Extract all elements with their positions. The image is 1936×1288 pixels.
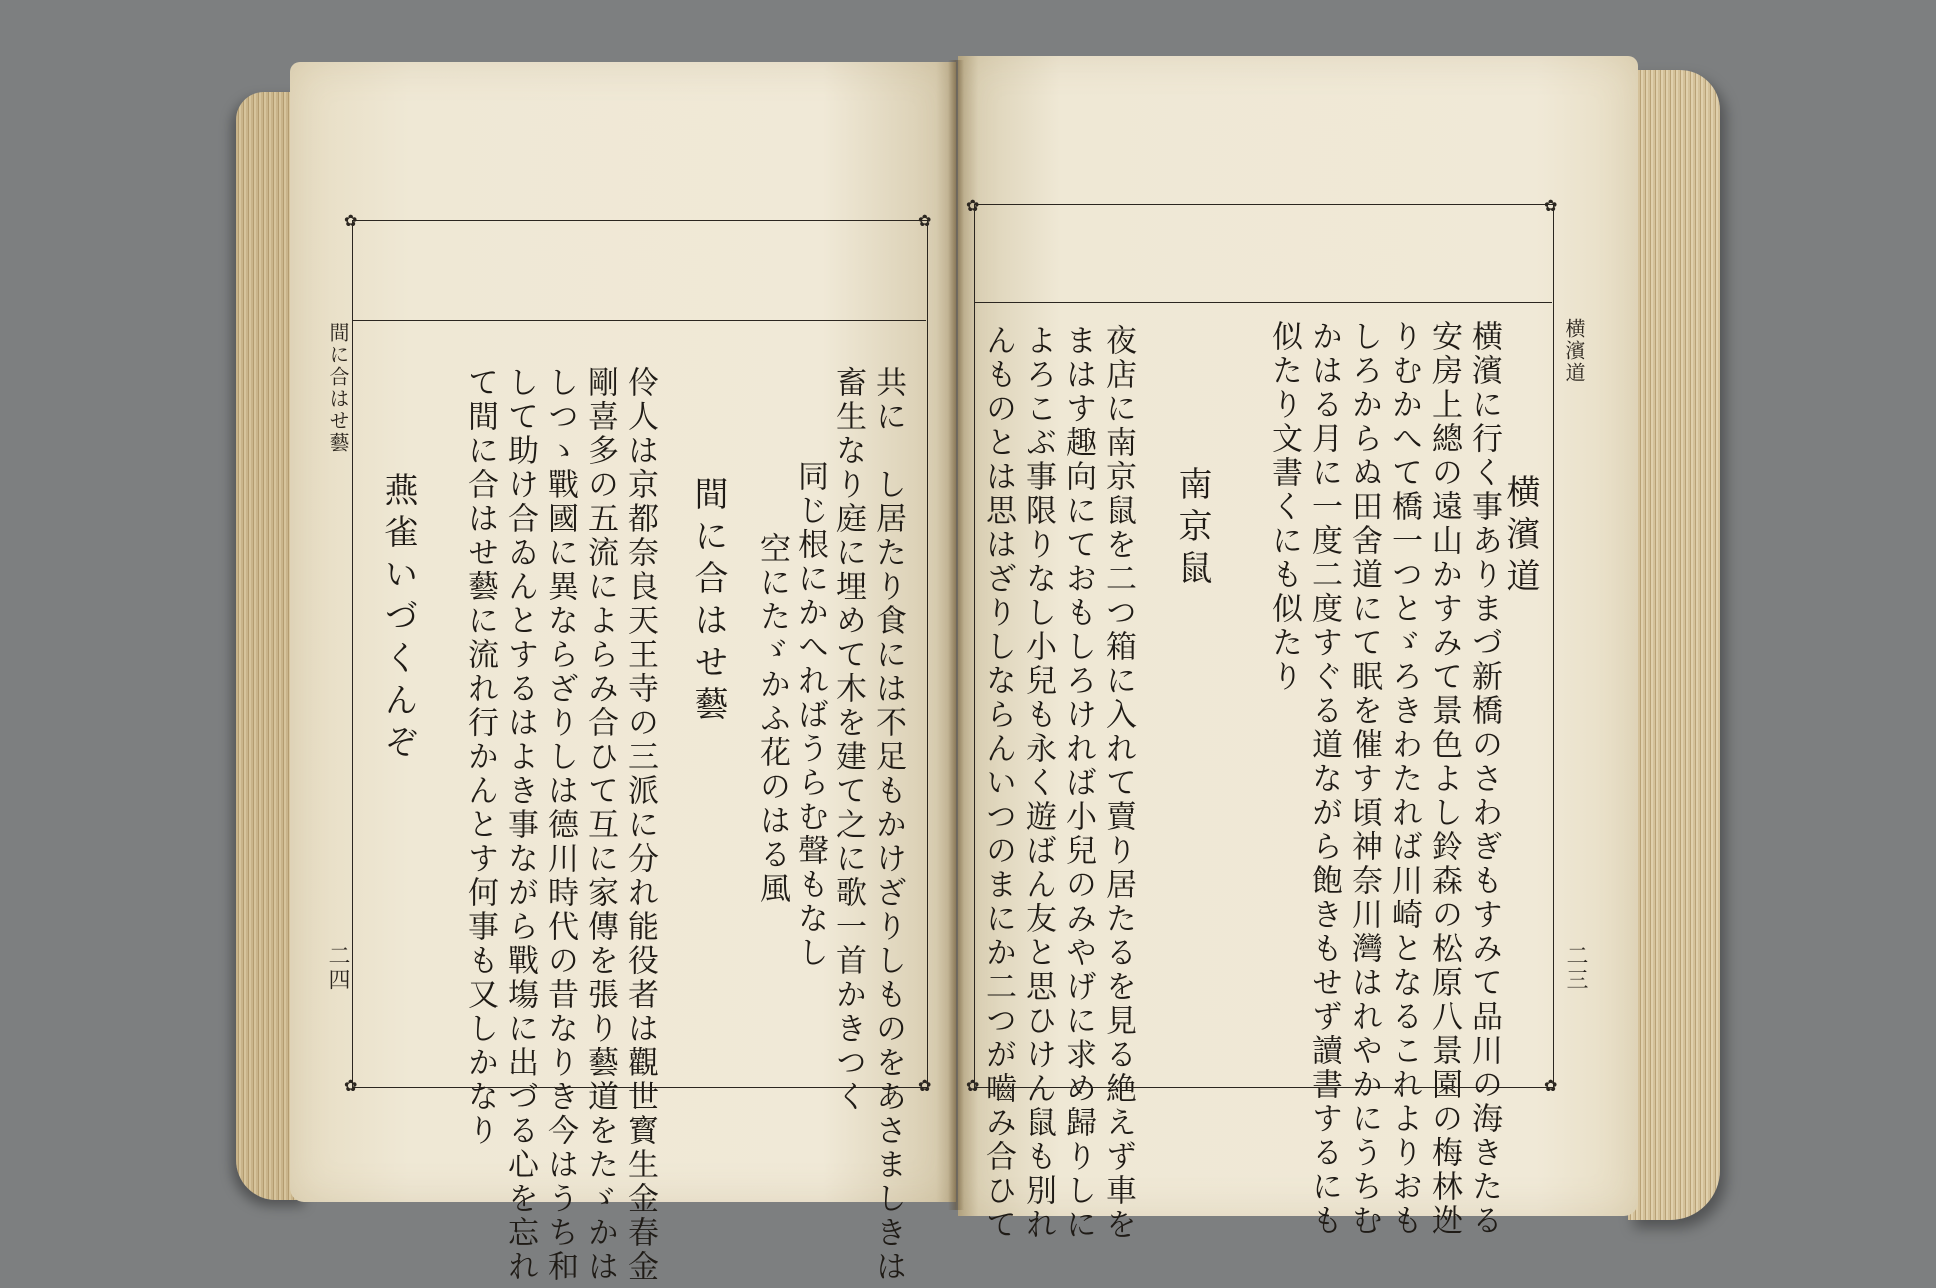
left-header-rule: [352, 320, 926, 321]
section-title: 横濱道: [1500, 474, 1540, 600]
ornament-icon: ✿: [966, 196, 980, 215]
text-line: りむかへて橋一つとゞろきわたれば川崎となるこれよりおも: [1386, 320, 1422, 1238]
text-line: 畜生なり庭に埋めて木を建て之に歌一首かきつく: [830, 366, 866, 1114]
text-line: て間に合はせ藝に流れ行かんとす何事も又しかなり: [462, 366, 498, 1148]
text-line: 共に し居たり食には不足もかけざりしものをあさましきは: [870, 366, 906, 1284]
ornament-icon: ✿: [1544, 196, 1558, 215]
ornament-icon: ✿: [918, 211, 932, 230]
ornament-icon: ✿: [966, 1076, 980, 1095]
left-folio: 二四: [325, 944, 350, 992]
poem-line: 同じ根にかへればうらむ聲もなし: [792, 460, 828, 970]
ornament-icon: ✿: [344, 211, 358, 230]
right-header-rule: [974, 302, 1552, 303]
text-line: しろからぬ田舍道にて眠を催す頃神奈川灣はれやかにうちむ: [1346, 320, 1382, 1238]
text-line: 似たり文書くにも似たり: [1266, 320, 1302, 694]
right-page-edges: [1628, 70, 1720, 1220]
text-line: 剛喜多の五流によらみ合ひて互に家傳を張り藝道をたゞかは: [582, 366, 618, 1284]
text-line: よろこぶ事限りなし小兒も永く遊ばん友と思ひけん鼠も別れ: [1020, 324, 1056, 1242]
section-title: 間に合はせ藝: [688, 476, 728, 728]
right-running-head: 横濱道: [1562, 318, 1586, 384]
text-line: かはる月に一度二度すぐる道ながら飽きもせず讀書するにも: [1306, 320, 1342, 1238]
text-line: しつゝ戰國に異ならざりしは德川時代の昔なりき今はうち和: [542, 366, 578, 1284]
text-line: んものとは思はざりしならんいつのまにか二つが嚙み合ひて: [980, 324, 1016, 1242]
left-running-head: 間に合はせ藝: [326, 322, 350, 454]
book-gutter: [948, 60, 964, 1210]
text-line: まはす趣向にておもしろければ小兒のみやげに求め歸りしに: [1060, 324, 1096, 1242]
ornament-icon: ✿: [344, 1076, 358, 1095]
ornament-icon: ✿: [918, 1076, 932, 1095]
text-line: 横濱に行く事ありまづ新橋のさわぎもすみて品川の海きたる: [1466, 320, 1502, 1238]
text-line: して助け合ゐんとするはよき事ながら戰塲に出づる心を忘れ: [502, 366, 538, 1284]
text-line: 安房上總の遠山かすみて景色よし鈴森の松原八景園の梅林迯: [1426, 320, 1462, 1238]
text-line: 伶人は京都奈良天王寺の三派に分れ能役者は觀世寳生金春金: [622, 366, 658, 1284]
section-title: 南京鼠: [1172, 466, 1212, 592]
right-folio: 二三: [1563, 944, 1588, 992]
text-line: 夜店に南京鼠を二つ箱に入れて賣り居たるを見る絶えず車を: [1100, 324, 1136, 1242]
section-title: 燕雀いづくんぞ: [378, 472, 418, 766]
poem-line: 空にたゞかふ花のはる風: [754, 532, 790, 906]
ornament-icon: ✿: [1544, 1076, 1558, 1095]
